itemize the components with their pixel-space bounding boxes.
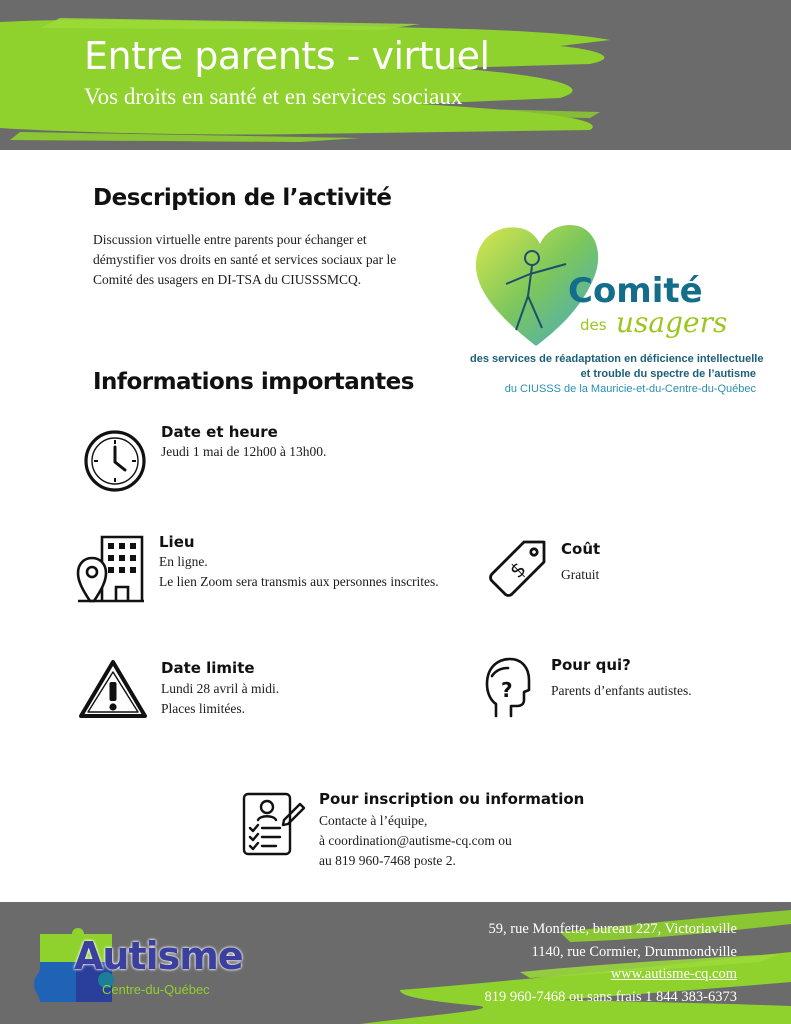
lieu-text: [159, 552, 439, 592]
cout-value: Gratuit: [561, 567, 600, 582]
logo-caption: [470, 352, 764, 397]
informations-heading: Informations importantes: [93, 369, 414, 395]
lieu-line: En ligne.: [159, 554, 208, 569]
pour-qui-title: Pour qui?: [551, 656, 631, 674]
comite-usagers-logo: [470, 218, 764, 402]
date-limite-line: Places limitées.: [161, 701, 245, 716]
building-location-icon: [76, 533, 146, 603]
logo-word-comite: Comité: [568, 271, 703, 311]
inscription-line: à coordination@autisme-cq.com ou: [319, 833, 512, 848]
autisme-logo: [32, 914, 242, 1010]
description-line: démystifier vos droits en santé et services sociaux par le: [93, 252, 397, 267]
svg-text:$: $: [504, 556, 531, 583]
cout-title: Coût: [561, 540, 601, 558]
website-link[interactable]: www.autisme-cq.com: [610, 966, 737, 982]
warning-icon: [78, 658, 148, 720]
question-head-icon: [484, 656, 532, 720]
heart-figure-icon: [470, 218, 760, 348]
inscription-line: Contacte à l’équipe,: [319, 813, 428, 828]
pour-qui-text: [551, 681, 692, 701]
autisme-logo-sub: Centre-du-Québec: [102, 982, 210, 997]
svg-text:?: ?: [501, 678, 513, 702]
phone-numbers: 819 960-7468 ou sans frais 1 844 383-6373: [484, 988, 737, 1005]
logo-word-des: des: [580, 316, 607, 334]
address-drummondville: 1140, rue Cormier, Drummondville: [531, 943, 737, 960]
description-text: [93, 230, 396, 290]
description-heading: Description de l’activité: [93, 185, 392, 211]
autisme-logo-word: Autisme: [74, 934, 243, 978]
inscription-title: Pour inscription ou information: [319, 790, 585, 808]
cout-text: [561, 565, 599, 585]
logo-word-usagers: usagers: [616, 306, 728, 339]
logo-caption-line: du CIUSSS de la Mauricie-et-du-Centre-du-Québec: [504, 383, 756, 395]
date-heure-title: Date et heure: [161, 423, 278, 441]
clipboard-icon: [240, 790, 306, 858]
description-line: Discussion virtuelle entre parents pour échanger et: [93, 232, 367, 247]
footer-contact: [484, 918, 737, 1008]
date-limite-line: Lundi 28 avril à midi.: [161, 681, 280, 696]
date-heure-value: Jeudi 1 mai de 12h00 à 13h00.: [161, 444, 327, 459]
address-victoriaville: 59, rue Monfette, bureau 227, Victoriaville: [488, 921, 737, 937]
description-line: Comité des usagers en DI-TSA du CIUSSSMCQ.: [93, 272, 362, 287]
page-title: Entre parents - virtuel: [84, 34, 490, 78]
inscription-line: au 819 960-7468 poste 2.: [319, 853, 456, 868]
page-subtitle: Vos droits en santé et en services sociaux: [84, 84, 463, 109]
logo-caption-line: des services de réadaptation en déficience intellectuelle: [470, 353, 764, 365]
lieu-line: Le lien Zoom sera transmis aux personnes inscrites.: [159, 574, 439, 589]
pour-qui-value: Parents d’enfants autistes.: [551, 683, 692, 698]
clock-icon: [82, 428, 148, 494]
lieu-title: Lieu: [159, 533, 195, 551]
logo-caption-line: et trouble du spectre de l’autisme: [580, 368, 756, 380]
date-limite-title: Date limite: [161, 659, 255, 677]
date-limite-text: [161, 679, 279, 719]
date-heure-text: [161, 442, 326, 462]
price-tag-icon: [486, 538, 548, 600]
inscription-text: [319, 811, 512, 871]
